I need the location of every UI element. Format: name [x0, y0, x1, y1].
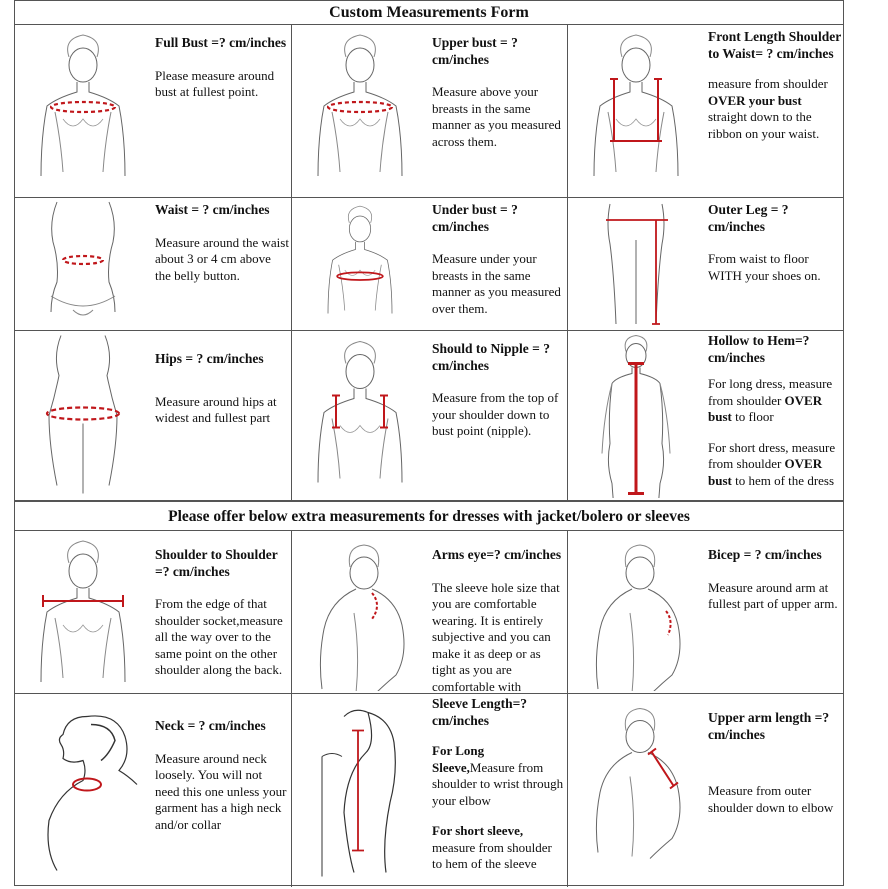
torso-figure-icon	[17, 27, 149, 195]
cell-front-length	[568, 25, 845, 197]
shoulder-nipple-title: Should to Nipple = ? cm/inches	[432, 341, 550, 373]
upper-bust-title: Upper bust = ? cm/inches	[432, 35, 518, 67]
torso-figure-icon	[294, 27, 426, 195]
torso-figure-icon	[294, 333, 426, 498]
full-bust-desc: Please measure around bust at fullest point.	[155, 67, 275, 99]
sleeve-long: For Long Sleeve,Measure from shoulder to wrist through your elbow	[432, 743, 564, 808]
cell-shoulder-nipple	[292, 331, 568, 500]
row-1	[15, 25, 843, 198]
sleeve-short: For short sleeve, measure from shoulder to hem of the sleeve	[432, 823, 552, 871]
cell-sleeve-length	[292, 694, 568, 887]
row-5	[15, 694, 843, 887]
body-figure-icon	[17, 333, 149, 498]
profile-figure-icon	[17, 696, 149, 885]
neck-desc: Measure around neck loosely. You will not need this one unless your garment has a high neck and/or collar	[155, 750, 287, 832]
bicep-desc: Measure around arm at fullest part of upper arm.	[708, 579, 838, 611]
body-figure-icon	[570, 200, 702, 328]
cell-hips	[15, 331, 292, 500]
arm-figure-icon	[570, 533, 702, 691]
form-title: Custom Measurements Form	[15, 1, 843, 25]
arms-eye-desc: The sleeve hole size that you are comfortable wearing. It is entirely subjective and you can make it as deep or as tight as you are comfortable with	[432, 579, 560, 694]
hips-title: Hips = ? cm/inches	[155, 351, 264, 366]
waist-desc: Measure around the waist about 3 or 4 cm above the belly button.	[155, 234, 289, 283]
torso-figure-icon	[17, 200, 149, 328]
upper-arm-desc: Measure from outer shoulder down to elbow	[708, 783, 834, 815]
row-4	[15, 531, 843, 694]
cell-shoulder-shoulder	[15, 531, 292, 693]
cell-waist	[15, 198, 292, 330]
arm-figure-icon	[570, 696, 702, 885]
full-bust-title: Full Bust =? cm/inches	[155, 35, 287, 50]
upper-bust-desc: Measure above your breasts in the same manner as you measured across them.	[432, 84, 561, 149]
upper-arm-title: Upper arm length =? cm/inches	[708, 710, 830, 742]
shoulder-shoulder-title: Shoulder to Shoulder =? cm/inches	[155, 547, 278, 579]
front-length-title: Front Length Shoulder to Waist= ? cm/inches	[708, 29, 842, 61]
cell-upper-bust	[292, 25, 568, 197]
shoulder-nipple-desc: Measure from the top of your shoulder down to bust point (nipple).	[432, 390, 559, 438]
cell-upper-arm	[568, 694, 845, 887]
under-bust-desc: Measure under your breasts in the same manner as you measured over them.	[432, 251, 561, 316]
cell-under-bust	[292, 198, 568, 330]
under-bust-title: Under bust = ? cm/inches	[432, 202, 518, 234]
cell-neck	[15, 694, 292, 887]
shoulder-shoulder-desc: From the edge of that shoulder socket,measure all the way over to the same point on the other shoulder along the back.	[155, 596, 283, 677]
hollow-hem-long: For long dress, measure from shoulder OVER bust to floor	[708, 376, 833, 424]
row-3	[15, 331, 843, 501]
profile-figure-icon	[294, 696, 426, 885]
hollow-hem-short: For short dress, measure from shoulder OVER bust to hem of the dress	[708, 439, 836, 488]
extra-header: Please offer below extra measurements for dresses with jacket/bolero or sleeves	[15, 501, 843, 531]
cell-arms-eye	[292, 531, 568, 693]
torso-figure-icon	[294, 200, 426, 328]
outer-leg-desc: From waist to floor WITH your shoes on.	[708, 251, 821, 283]
cell-outer-leg	[568, 198, 845, 330]
row-2	[15, 198, 843, 331]
arms-eye-title: Arms eye=? cm/inches	[432, 547, 562, 562]
body-figure-icon	[570, 27, 702, 195]
body-figure-icon	[570, 333, 702, 498]
cell-hollow-hem	[568, 331, 845, 500]
cell-full-bust	[15, 25, 292, 197]
measurement-form	[14, 0, 844, 886]
hollow-hem-title: Hollow to Hem=?cm/inches	[708, 333, 810, 365]
outer-leg-title: Outer Leg = ? cm/inches	[708, 202, 789, 234]
torso-figure-icon	[17, 533, 149, 691]
cell-bicep	[568, 531, 845, 693]
neck-title: Neck = ? cm/inches	[155, 718, 266, 733]
sleeve-title: Sleeve Length=? cm/inches	[432, 696, 528, 728]
waist-title: Waist = ? cm/inches	[155, 202, 270, 217]
bicep-title: Bicep = ? cm/inches	[708, 547, 822, 562]
front-length-desc: measure from shoulder OVER your bust straight down to the ribbon on your waist.	[708, 76, 828, 141]
arm-figure-icon	[294, 533, 426, 691]
hips-desc: Measure around hips at widest and fullest part	[155, 393, 277, 425]
